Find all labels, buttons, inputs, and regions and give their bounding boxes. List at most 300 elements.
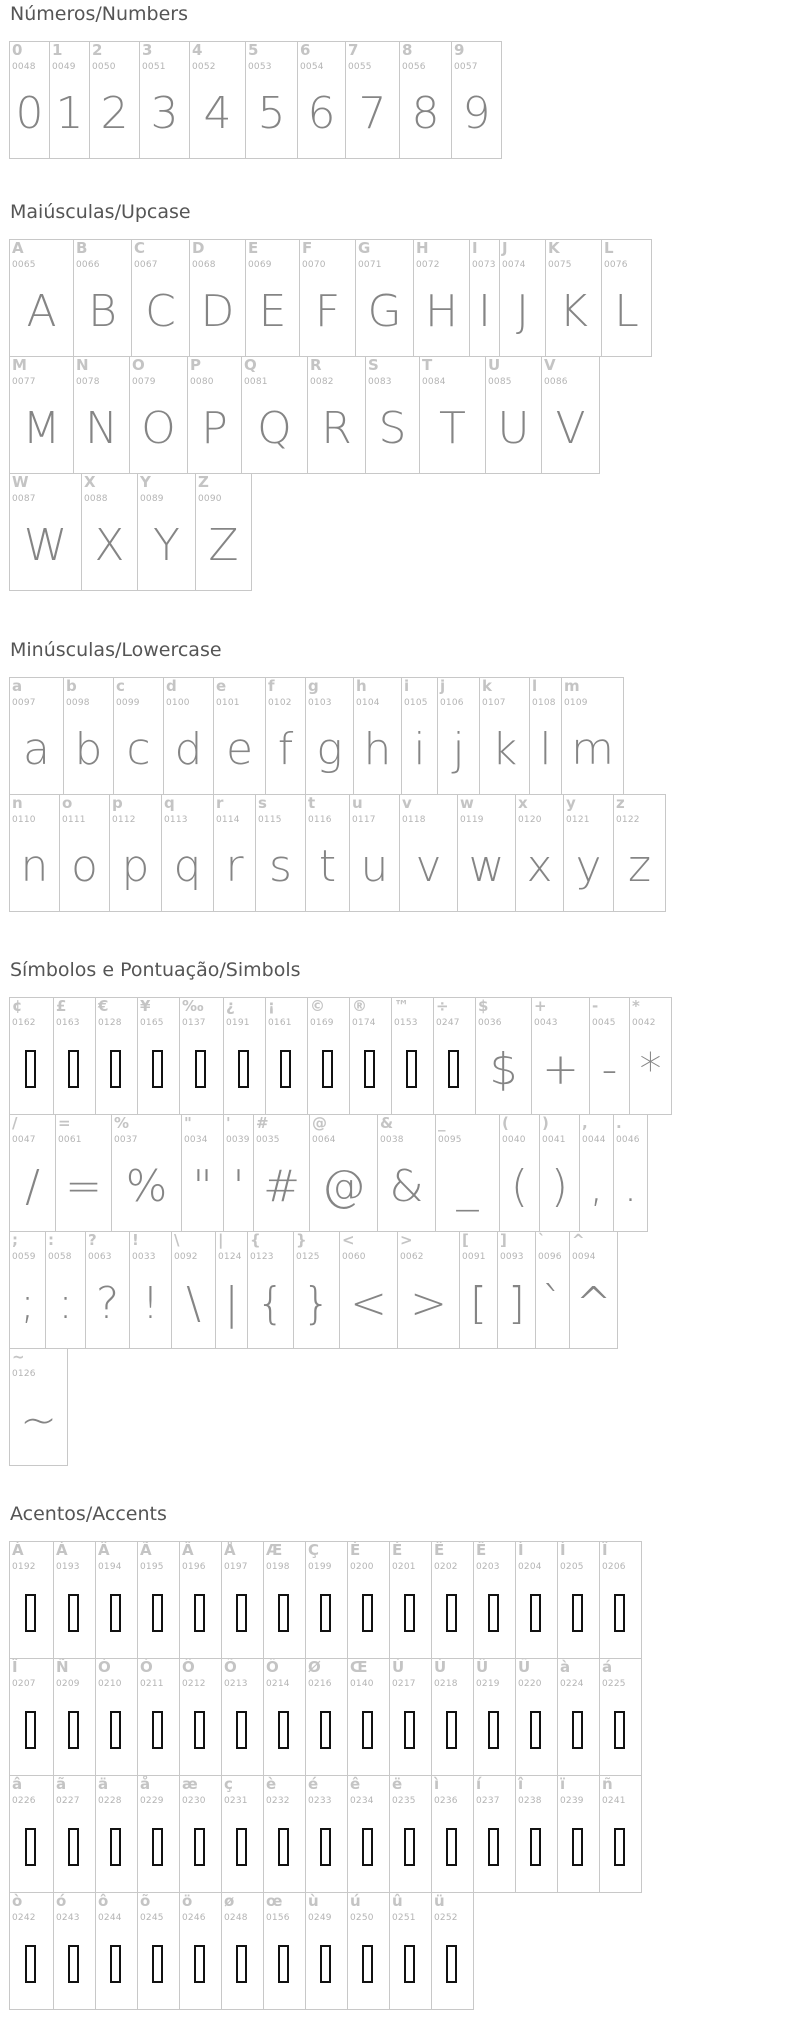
glyph-character-label: Ñ	[56, 1658, 69, 1676]
glyph-character-label: :	[48, 1231, 54, 1249]
glyph-row	[10, 1542, 800, 1659]
glyph-code: 0199	[308, 1562, 332, 1572]
glyph-preview: m	[571, 724, 614, 775]
glyph-preview: ;	[20, 1278, 35, 1329]
glyph-preview: ?	[95, 1278, 120, 1329]
glyph-cell	[529, 677, 562, 795]
glyph-cell	[305, 794, 350, 912]
glyph-preview: )	[550, 1161, 569, 1212]
glyph-character-label: ú	[350, 1892, 361, 1910]
glyph-character-label: Ã	[140, 1541, 152, 1559]
glyph-preview: h	[363, 724, 392, 775]
glyph-preview: B	[88, 286, 117, 337]
glyph-character-label: S	[368, 356, 379, 374]
glyph-character-label: 3	[142, 41, 153, 59]
glyph-cell	[221, 1541, 264, 1659]
glyph-preview: c	[126, 724, 151, 775]
glyph-preview: 9	[462, 88, 491, 139]
glyph-preview: l	[539, 724, 552, 775]
glyph-character-label: L	[604, 239, 614, 257]
glyph-code: 0239	[560, 1796, 584, 1806]
missing-glyph-box	[320, 1945, 331, 1983]
glyph-code: 0233	[308, 1796, 332, 1806]
missing-glyph-box	[572, 1594, 583, 1632]
glyph-cell	[111, 1114, 182, 1232]
glyph-code: 0084	[422, 377, 446, 387]
glyph-cell	[353, 677, 402, 795]
glyph-character-label: ä	[98, 1775, 109, 1793]
glyph-grid	[10, 240, 800, 591]
missing-glyph-box	[614, 1828, 625, 1866]
glyph-cell	[95, 1892, 138, 2010]
missing-glyph-box	[25, 1050, 36, 1088]
glyph-code: 0044	[582, 1135, 606, 1145]
glyph-character-label: g	[308, 677, 319, 695]
missing-glyph-box	[110, 1050, 121, 1088]
missing-glyph-box	[25, 1945, 36, 1983]
glyph-character-label: é	[308, 1775, 319, 1793]
glyph-preview: *	[639, 1044, 662, 1095]
glyph-code: 0033	[132, 1252, 156, 1262]
glyph-row	[10, 1115, 800, 1232]
glyph-character-label: ^	[572, 1231, 585, 1249]
glyph-code: 0041	[542, 1135, 566, 1145]
glyph-character-label: 4	[192, 41, 203, 59]
glyph-character-label: õ	[140, 1892, 151, 1910]
glyph-code: 0107	[482, 698, 506, 708]
glyph-cell	[307, 997, 350, 1115]
missing-glyph-box	[362, 1594, 373, 1632]
glyph-character-label: Ä	[182, 1541, 194, 1559]
glyph-cell	[113, 677, 164, 795]
glyph-code: 0205	[560, 1562, 584, 1572]
glyph-code: 0217	[392, 1679, 416, 1689]
glyph-code: 0102	[268, 698, 292, 708]
glyph-character-label: Ô	[182, 1658, 195, 1676]
glyph-preview: _	[456, 1161, 479, 1212]
glyph-preview: .	[623, 1161, 638, 1212]
glyph-code: 0051	[142, 62, 166, 72]
glyph-code: 0137	[182, 1018, 206, 1028]
glyph-preview: }	[302, 1278, 331, 1329]
missing-glyph-box	[278, 1594, 289, 1632]
missing-glyph-box	[406, 1050, 417, 1088]
glyph-preview: u	[360, 841, 389, 892]
glyph-code: 0103	[308, 698, 332, 708]
glyph-character-label: f	[268, 677, 275, 695]
glyph-cell	[497, 1231, 536, 1349]
missing-glyph-box	[404, 1711, 415, 1749]
glyph-code: 0252	[434, 1913, 458, 1923]
glyph-character-label: Ì	[518, 1541, 524, 1559]
glyph-code: 0063	[88, 1252, 112, 1262]
glyph-character-label: l	[532, 677, 538, 695]
glyph-character-label: \	[174, 1231, 180, 1249]
glyph-cell	[137, 1892, 180, 2010]
glyph-character-label: {	[250, 1231, 261, 1249]
glyph-code: 0067	[134, 260, 158, 270]
glyph-cell	[221, 1658, 264, 1776]
glyph-code: 0192	[12, 1562, 36, 1572]
glyph-code: 0202	[434, 1562, 458, 1572]
glyph-code: 0039	[226, 1135, 250, 1145]
glyph-preview: L	[614, 286, 639, 337]
glyph-cell	[305, 1658, 348, 1776]
glyph-cell	[401, 677, 438, 795]
glyph-cell	[213, 794, 256, 912]
missing-glyph-box	[25, 1594, 36, 1632]
glyph-code: 0086	[544, 377, 568, 387]
glyph-code: 0083	[368, 377, 392, 387]
glyph-character-label: E	[248, 239, 259, 257]
glyph-code: 0095	[438, 1135, 462, 1145]
glyph-preview: Y	[153, 520, 180, 571]
glyph-character-label: #	[256, 1114, 269, 1132]
glyph-cell	[613, 794, 666, 912]
glyph-code: 0251	[392, 1913, 416, 1923]
glyph-character-label: â	[12, 1775, 23, 1793]
glyph-row	[10, 240, 800, 357]
glyph-code: 0100	[166, 698, 190, 708]
glyph-preview: q	[173, 841, 202, 892]
glyph-character-label: £	[56, 997, 67, 1015]
glyph-cell	[9, 41, 50, 159]
glyph-character-label: B	[76, 239, 88, 257]
glyph-preview: =	[65, 1161, 102, 1212]
glyph-cell	[435, 1114, 500, 1232]
section-title: Números/Numbers	[10, 3, 188, 25]
glyph-cell	[347, 1892, 390, 2010]
glyph-character-label: &	[380, 1114, 394, 1132]
glyph-code: 0053	[248, 62, 272, 72]
glyph-cell	[457, 794, 516, 912]
glyph-character-label: m	[564, 677, 580, 695]
glyph-character-label: æ	[182, 1775, 198, 1793]
glyph-cell	[265, 677, 306, 795]
glyph-code: 0040	[502, 1135, 526, 1145]
glyph-character-label: 6	[300, 41, 311, 59]
glyph-cell	[9, 677, 64, 795]
glyph-character-label: ;	[12, 1231, 18, 1249]
glyph-preview: V	[555, 403, 586, 454]
missing-glyph-box	[236, 1711, 247, 1749]
glyph-code: 0128	[98, 1018, 122, 1028]
glyph-cell	[255, 794, 306, 912]
glyph-code: 0229	[140, 1796, 164, 1806]
glyph-cell	[399, 794, 458, 912]
glyph-cell	[129, 1231, 172, 1349]
glyph-preview: j	[452, 724, 465, 775]
glyph-cell	[263, 1775, 306, 1893]
glyph-cell	[179, 1892, 222, 2010]
glyph-character-label: ï	[560, 1775, 566, 1793]
glyph-code: 0090	[198, 494, 222, 504]
glyph-preview: T	[439, 403, 466, 454]
glyph-cell	[515, 1658, 558, 1776]
glyph-preview: `	[541, 1278, 564, 1329]
glyph-code: 0078	[76, 377, 100, 387]
glyph-preview: 1	[55, 88, 84, 139]
glyph-cell	[515, 1775, 558, 1893]
glyph-code: 0207	[12, 1679, 36, 1689]
glyph-code: 0108	[532, 698, 556, 708]
missing-glyph-box	[278, 1828, 289, 1866]
glyph-preview: G	[367, 286, 402, 337]
missing-glyph-box	[236, 1594, 247, 1632]
glyph-code: 0122	[616, 815, 640, 825]
glyph-character-label: É	[392, 1541, 403, 1559]
glyph-character-label: í	[476, 1775, 482, 1793]
glyph-character-label: a	[12, 677, 23, 695]
missing-glyph-box	[322, 1050, 333, 1088]
glyph-character-label: s	[258, 794, 267, 812]
glyph-code: 0236	[434, 1796, 458, 1806]
glyph-code: 0074	[502, 260, 526, 270]
section-title: Acentos/Accents	[10, 1503, 167, 1525]
glyph-code: 0098	[66, 698, 90, 708]
glyph-cell	[9, 1892, 54, 2010]
glyph-character-label: ÷	[436, 997, 449, 1015]
missing-glyph-box	[236, 1828, 247, 1866]
missing-glyph-box	[238, 1050, 249, 1088]
glyph-character-label: ö	[182, 1892, 193, 1910]
glyph-code: 0059	[12, 1252, 36, 1262]
glyph-character-label: Œ	[350, 1658, 368, 1676]
glyph-character-label: "	[184, 1114, 192, 1132]
glyph-cell	[95, 997, 138, 1115]
glyph-cell	[499, 1114, 540, 1232]
glyph-character-label: [	[462, 1231, 469, 1249]
glyph-code: 0071	[358, 260, 382, 270]
glyph-code: 0069	[248, 260, 272, 270]
glyph-cell	[557, 1775, 600, 1893]
glyph-character-label: =	[58, 1114, 71, 1132]
glyph-cell	[389, 1658, 432, 1776]
glyph-character-label: ã	[56, 1775, 67, 1793]
glyph-preview: v	[415, 841, 442, 892]
glyph-code: 0099	[116, 698, 140, 708]
missing-glyph-box	[488, 1711, 499, 1749]
glyph-character-label: 8	[402, 41, 413, 59]
glyph-code: 0193	[56, 1562, 80, 1572]
missing-glyph-box	[404, 1594, 415, 1632]
glyph-preview: #	[263, 1161, 300, 1212]
glyph-code: 0104	[356, 698, 380, 708]
glyph-preview: ,	[589, 1161, 604, 1212]
glyph-character-label: ô	[98, 1892, 109, 1910]
glyph-code: 0073	[472, 260, 496, 270]
glyph-code: 0050	[92, 62, 116, 72]
glyph-character-label: Ú	[434, 1658, 447, 1676]
glyph-character-label: }	[296, 1231, 307, 1249]
glyph-character-label: ¡	[268, 997, 275, 1015]
glyph-preview: f	[277, 724, 294, 775]
glyph-character-label: >	[400, 1231, 413, 1249]
glyph-preview: |	[224, 1278, 239, 1329]
glyph-cell	[399, 41, 452, 159]
glyph-preview: y	[575, 841, 602, 892]
glyph-cell	[431, 1775, 474, 1893]
glyph-cell	[263, 1892, 306, 2010]
glyph-character-label: h	[356, 677, 367, 695]
glyph-code: 0120	[518, 815, 542, 825]
glyph-code: 0244	[98, 1913, 122, 1923]
glyph-code: 0125	[296, 1252, 320, 1262]
glyph-code: 0243	[56, 1913, 80, 1923]
missing-glyph-box	[530, 1828, 541, 1866]
glyph-preview: I	[478, 286, 491, 337]
glyph-cell	[253, 1114, 310, 1232]
glyph-code: 0246	[182, 1913, 206, 1923]
glyph-character-label: O	[132, 356, 145, 374]
glyph-code: 0249	[308, 1913, 332, 1923]
glyph-character-label: +	[534, 997, 547, 1015]
glyph-cell	[9, 1231, 46, 1349]
glyph-code: 0204	[518, 1562, 542, 1572]
glyph-character-label: `	[538, 1231, 546, 1249]
glyph-cell	[9, 473, 82, 591]
glyph-character-label: È	[350, 1541, 361, 1559]
glyph-code: 0200	[350, 1562, 374, 1572]
glyph-preview: s	[269, 841, 292, 892]
glyph-code: 0191	[226, 1018, 250, 1028]
glyph-code: 0116	[308, 815, 332, 825]
glyph-preview: +	[542, 1044, 579, 1095]
glyph-code: 0118	[402, 815, 426, 825]
missing-glyph-box	[110, 1711, 121, 1749]
glyph-character-label: Ö	[266, 1658, 279, 1676]
glyph-cell	[137, 1775, 180, 1893]
glyph-cell	[81, 473, 138, 591]
glyph-code: 0218	[434, 1679, 458, 1689]
glyph-preview: x	[526, 841, 553, 892]
glyph-code: 0079	[132, 377, 156, 387]
glyph-character-label: M	[12, 356, 27, 374]
glyph-character-label: i	[404, 677, 410, 695]
glyph-cell	[53, 1892, 96, 2010]
glyph-code: 0092	[174, 1252, 198, 1262]
glyph-character-label: å	[140, 1775, 151, 1793]
glyph-code: 0094	[572, 1252, 596, 1262]
glyph-preview: a	[23, 724, 50, 775]
glyph-cell	[161, 794, 214, 912]
glyph-code: 0055	[348, 62, 372, 72]
glyph-code: 0091	[462, 1252, 486, 1262]
glyph-character-label: 2	[92, 41, 103, 59]
glyph-code: 0117	[352, 815, 376, 825]
glyph-code: 0057	[454, 62, 478, 72]
glyph-preview: <	[350, 1278, 387, 1329]
glyph-cell	[95, 1541, 138, 1659]
glyph-cell	[9, 1114, 56, 1232]
glyph-code: 0105	[404, 698, 428, 708]
glyph-character-label: J	[502, 239, 508, 257]
glyph-cell	[245, 239, 300, 357]
missing-glyph-box	[194, 1594, 205, 1632]
missing-glyph-box	[614, 1594, 625, 1632]
glyph-character-label: e	[216, 677, 227, 695]
glyph-character-label: à	[560, 1658, 571, 1676]
glyph-character-label: ‰	[182, 997, 204, 1015]
glyph-cell	[599, 1658, 642, 1776]
glyph-cell	[245, 41, 298, 159]
glyph-cell	[137, 997, 180, 1115]
glyph-character-label: Q	[244, 356, 257, 374]
missing-glyph-box	[320, 1594, 331, 1632]
glyph-cell	[297, 41, 346, 159]
glyph-cell	[479, 677, 530, 795]
glyph-cell	[347, 1541, 390, 1659]
glyph-code: 0112	[112, 815, 136, 825]
glyph-preview: E	[258, 286, 287, 337]
glyph-cell	[59, 794, 110, 912]
glyph-cell	[541, 356, 600, 474]
glyph-cell	[535, 1231, 570, 1349]
glyph-preview: !	[141, 1278, 160, 1329]
glyph-code: 0036	[478, 1018, 502, 1028]
glyph-cell	[9, 997, 54, 1115]
glyph-cell	[309, 1114, 378, 1232]
glyph-code: 0109	[564, 698, 588, 708]
glyph-cell	[223, 997, 266, 1115]
glyph-preview: 5	[257, 88, 286, 139]
glyph-character-label: Ë	[476, 1541, 487, 1559]
glyph-code: 0201	[392, 1562, 416, 1572]
missing-glyph-box	[530, 1594, 541, 1632]
glyph-cell	[459, 1231, 498, 1349]
glyph-row	[10, 678, 800, 795]
missing-glyph-box	[488, 1828, 499, 1866]
missing-glyph-box	[488, 1594, 499, 1632]
glyph-cell	[475, 997, 532, 1115]
glyph-cell	[85, 1231, 130, 1349]
missing-glyph-box	[278, 1711, 289, 1749]
glyph-cell	[9, 794, 60, 912]
glyph-cell	[53, 1658, 96, 1776]
glyph-character-label: ¿	[226, 997, 235, 1015]
glyph-code: 0212	[182, 1679, 206, 1689]
glyph-code: 0234	[350, 1796, 374, 1806]
glyph-code: 0224	[560, 1679, 584, 1689]
glyph-character-label: ¥	[140, 997, 151, 1015]
glyph-code: 0169	[310, 1018, 334, 1028]
glyph-character-label: á	[602, 1658, 613, 1676]
glyph-cell	[137, 1658, 180, 1776]
glyph-character-label: U	[488, 356, 501, 374]
glyph-preview: k	[491, 724, 518, 775]
missing-glyph-box	[110, 1828, 121, 1866]
glyph-code: 0197	[224, 1562, 248, 1572]
glyph-character-label: -	[592, 997, 599, 1015]
glyph-cell	[241, 356, 308, 474]
glyph-character-label: ê	[350, 1775, 361, 1793]
glyph-character-label: u	[352, 794, 363, 812]
glyph-code: 0210	[98, 1679, 122, 1689]
glyph-preview: F	[314, 286, 341, 337]
missing-glyph-box	[152, 1828, 163, 1866]
glyph-preview: K	[559, 286, 588, 337]
glyph-cell	[221, 1775, 264, 1893]
glyph-cell	[349, 794, 400, 912]
glyph-preview: r	[225, 841, 244, 892]
glyph-cell	[9, 356, 74, 474]
glyph-cell	[431, 1541, 474, 1659]
section-title: Minúsculas/Lowercase	[10, 639, 222, 661]
glyph-preview: z	[627, 841, 652, 892]
glyph-character-label: X	[84, 473, 96, 491]
glyph-cell	[89, 41, 140, 159]
glyph-code: 0037	[114, 1135, 138, 1145]
